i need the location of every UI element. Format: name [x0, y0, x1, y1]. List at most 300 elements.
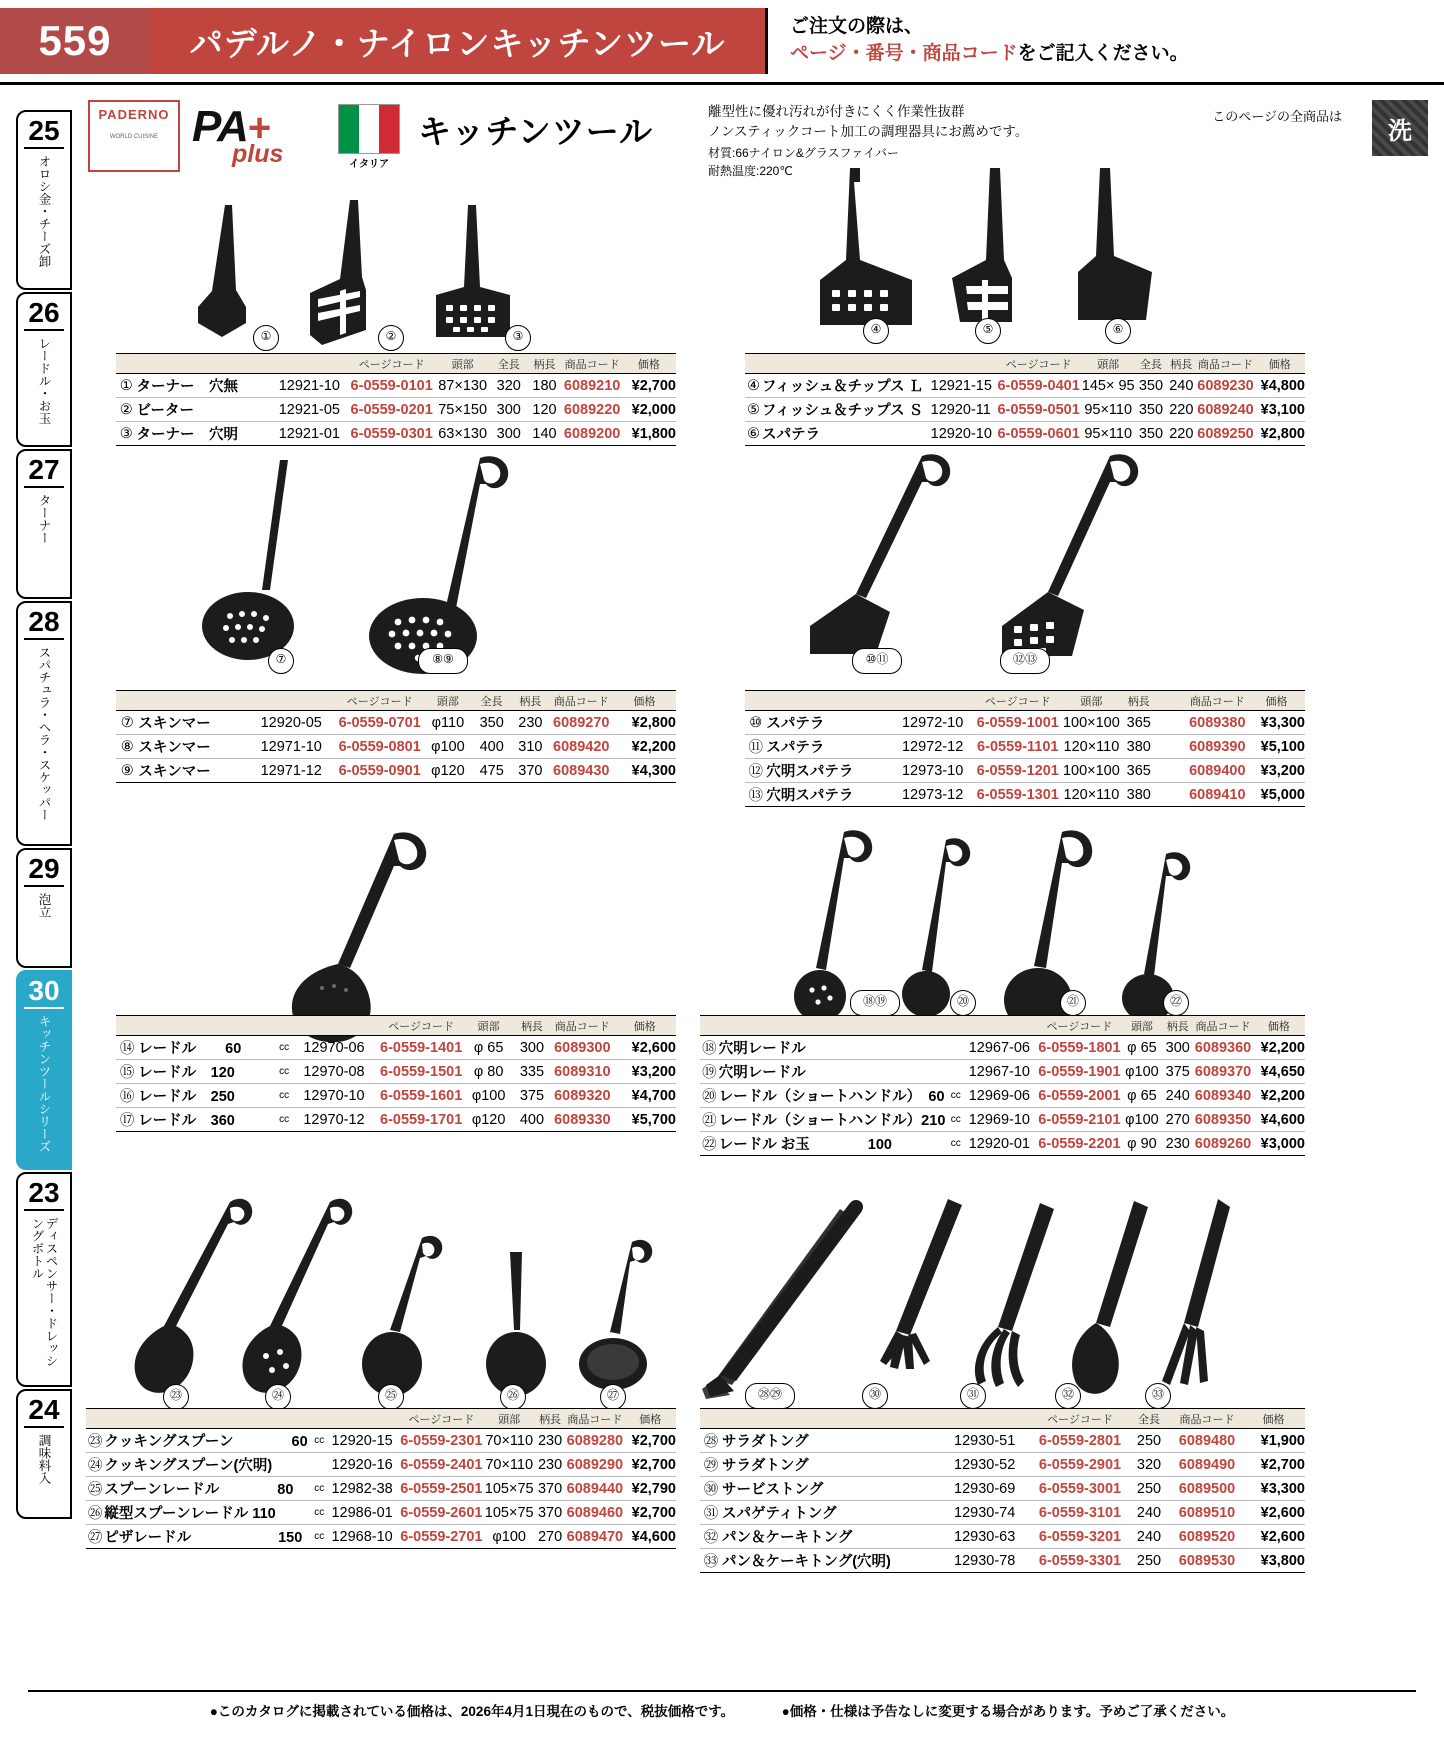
- row-unit: cc: [279, 1036, 303, 1060]
- sidebar-tab-23[interactable]: [16, 1172, 72, 1387]
- row-model: 12920-01: [969, 1132, 1038, 1156]
- row-price: ¥3,200: [614, 1060, 676, 1084]
- col-head: 頭部: [1122, 1016, 1163, 1036]
- row-unit: [951, 1060, 969, 1084]
- table-row[interactable]: [700, 1525, 1305, 1549]
- row-item-code: 6089420: [550, 735, 613, 759]
- col-page-code: ページコード: [336, 691, 424, 711]
- row-total: 300: [491, 398, 527, 422]
- row-item-code: 6089530: [1172, 1549, 1242, 1573]
- row-item-code: 6089470: [565, 1525, 624, 1549]
- row-handle: [1155, 783, 1186, 807]
- table-row[interactable]: [700, 1429, 1305, 1453]
- figure-callout-30: ㉚: [862, 1383, 888, 1409]
- row-unit: [951, 1036, 969, 1060]
- col-price: 価格: [613, 691, 676, 711]
- row-no: ㉚: [700, 1477, 722, 1501]
- paderno-logo-text: PADERNO: [98, 107, 170, 122]
- row-handle: 220: [1166, 398, 1196, 422]
- table-row[interactable]: [116, 735, 676, 759]
- row-total: 365: [1122, 759, 1155, 783]
- row-total: 380: [1122, 735, 1155, 759]
- row-item-code: 6089210: [562, 374, 621, 398]
- row-head: φ 65: [1122, 1036, 1163, 1060]
- table-row[interactable]: [700, 1084, 1305, 1108]
- row-head: φ 65: [464, 1036, 512, 1060]
- table-header-row: [700, 1409, 1305, 1429]
- order-note-line1: ご注文の際は、: [790, 16, 924, 38]
- col-head: 頭部: [423, 691, 472, 711]
- row-page-code: 6-0559-2201: [1037, 1132, 1121, 1156]
- table-row[interactable]: [745, 783, 1305, 807]
- tab-label: レードル・お玉: [37, 337, 51, 425]
- sidebar-tab-27[interactable]: [16, 449, 72, 599]
- row-total: 270: [1162, 1108, 1193, 1132]
- row-item-code: 6089260: [1193, 1132, 1253, 1156]
- col-head: 頭部: [434, 354, 491, 374]
- figure-callout-7: ⑦: [268, 648, 294, 674]
- row-model: 12982-38: [331, 1477, 399, 1501]
- row-name: スパテラ: [766, 735, 902, 759]
- row-model: 12921-01: [279, 422, 349, 446]
- row-name: スパゲティトング: [722, 1501, 954, 1525]
- table-row[interactable]: [116, 759, 676, 783]
- row-head: φ100: [1122, 1108, 1163, 1132]
- row-no: ㉕: [86, 1477, 104, 1501]
- row-name: スプーンレードル 80: [104, 1477, 314, 1501]
- row-head: φ120: [464, 1108, 512, 1132]
- row-unit: cc: [314, 1429, 331, 1453]
- row-price: ¥2,800: [613, 711, 676, 735]
- table-row[interactable]: [116, 1060, 676, 1084]
- table-row[interactable]: [745, 711, 1305, 735]
- row-model: 12921-10: [279, 374, 349, 398]
- row-total: 250: [1126, 1477, 1172, 1501]
- row-price: ¥5,100: [1248, 735, 1305, 759]
- row-no: ⑲: [700, 1060, 719, 1084]
- tab-label: ディスペンサー・ドレッシングボトル: [30, 1217, 58, 1368]
- figure-callout-4: ④: [863, 318, 889, 344]
- row-page-code: 6-0559-3101: [1034, 1501, 1126, 1525]
- row-no: ⑰: [116, 1108, 138, 1132]
- row-price: ¥1,900: [1242, 1429, 1305, 1453]
- row-item-code: 6089380: [1187, 711, 1249, 735]
- row-total: 240: [1126, 1525, 1172, 1549]
- table-row[interactable]: [86, 1477, 676, 1501]
- row-page-code: 6-0559-2301: [399, 1429, 483, 1453]
- row-page-code: 6-0559-0401: [997, 374, 1081, 398]
- row-unit: cc: [279, 1108, 303, 1132]
- row-no: ㉜: [700, 1525, 722, 1549]
- row-name: 穴明スパテラ: [766, 783, 902, 807]
- col-head: 頭部: [464, 1016, 512, 1036]
- row-total: 270: [535, 1525, 565, 1549]
- row-no: ⑭: [116, 1036, 138, 1060]
- table-row[interactable]: [745, 374, 1305, 398]
- figure-callout-18-19: ⑱⑲: [850, 990, 900, 1016]
- row-item-code: 6089310: [551, 1060, 613, 1084]
- tab-label: キッチンツールシリーズ: [37, 1015, 51, 1153]
- tab-label: ターナー: [37, 494, 51, 545]
- table-row[interactable]: [700, 1549, 1305, 1573]
- row-price: ¥2,200: [1253, 1036, 1305, 1060]
- row-item-code: 6089410: [1187, 783, 1249, 807]
- col-price: 価格: [614, 1016, 676, 1036]
- row-head: 100×100: [1061, 711, 1123, 735]
- row-page-code: 6-0559-2101: [1037, 1108, 1121, 1132]
- tab-number: 28: [24, 607, 64, 640]
- page-title: パデルノ・ナイロンキッチンツール: [189, 24, 726, 62]
- spec-table-6: [700, 1015, 1305, 1156]
- page-header: [0, 0, 1444, 84]
- sidebar-tab-28[interactable]: [16, 601, 72, 846]
- row-handle: 240: [1166, 374, 1196, 398]
- row-price: ¥4,600: [1253, 1108, 1305, 1132]
- row-model: 12970-12: [303, 1108, 378, 1132]
- figure-callout-25: ㉕: [378, 1384, 404, 1410]
- row-item-code: 6089200: [562, 422, 621, 446]
- row-page-code: 6-0559-1101: [975, 735, 1061, 759]
- row-total: 320: [1126, 1453, 1172, 1477]
- row-price: ¥2,600: [1242, 1501, 1305, 1525]
- row-model: 12967-06: [969, 1036, 1038, 1060]
- table-header-row: [745, 354, 1305, 374]
- row-no: ㉔: [86, 1453, 104, 1477]
- row-page-code: 6-0559-3201: [1034, 1525, 1126, 1549]
- row-head: φ120: [423, 759, 472, 783]
- col-handle: 柄長: [1122, 691, 1155, 711]
- row-no: ㉛: [700, 1501, 722, 1525]
- table-row[interactable]: [745, 735, 1305, 759]
- spec-table-1: [116, 353, 676, 446]
- footer-note-right: ●価格・仕様は予告なしに変更する場合があります。予めご了承ください。: [781, 1704, 1235, 1719]
- col-price: 価格: [625, 1409, 676, 1429]
- table-header-row: [700, 1016, 1305, 1036]
- sidebar-tab-26[interactable]: [16, 292, 72, 447]
- row-name: スキンマー: [138, 711, 260, 735]
- row-price: ¥3,100: [1255, 398, 1306, 422]
- row-no: ⑯: [116, 1084, 138, 1108]
- row-total: 370: [535, 1477, 565, 1501]
- row-model: 12969-10: [969, 1108, 1038, 1132]
- table-header-row: [116, 1016, 676, 1036]
- table-row[interactable]: [700, 1108, 1305, 1132]
- row-head: 120×110: [1061, 735, 1123, 759]
- table-row[interactable]: [116, 398, 676, 422]
- pa-plus-pa: PA: [192, 102, 248, 151]
- row-total: 375: [513, 1084, 551, 1108]
- row-price: ¥2,800: [1255, 422, 1306, 446]
- col-item-code: 商品コード: [1187, 691, 1249, 711]
- italy-flag-label: イタリア: [349, 159, 389, 170]
- sidebar-tab-29[interactable]: [16, 848, 72, 968]
- table-row[interactable]: [700, 1060, 1305, 1084]
- figure-group-skimmer: [180, 440, 660, 680]
- col-price: 価格: [1248, 691, 1305, 711]
- italy-flag-icon: [338, 104, 400, 154]
- table-row[interactable]: [86, 1525, 676, 1549]
- col-handle: 柄長: [513, 1016, 551, 1036]
- row-no: ⑫: [745, 759, 766, 783]
- row-name: レードル（ショートハンドル）210: [719, 1108, 951, 1132]
- row-name: スパテラ: [762, 422, 931, 446]
- col-item-code: 商品コード: [1172, 1409, 1242, 1429]
- row-total: 335: [513, 1060, 551, 1084]
- table-row[interactable]: [700, 1477, 1305, 1501]
- row-handle: [1155, 735, 1186, 759]
- row-head: 87×130: [434, 374, 491, 398]
- table-row[interactable]: [86, 1501, 676, 1525]
- row-item-code: 6089400: [1187, 759, 1249, 783]
- figure-callout-5: ⑤: [975, 318, 1001, 344]
- row-head: 105×75: [483, 1477, 534, 1501]
- row-total: 475: [472, 759, 511, 783]
- row-price: ¥2,000: [622, 398, 676, 422]
- row-price: ¥3,300: [1248, 711, 1305, 735]
- row-page-code: 6-0559-1301: [975, 783, 1061, 807]
- row-model: 12920-15: [331, 1429, 399, 1453]
- tab-label: 調味料入: [37, 1434, 51, 1485]
- row-handle: 370: [511, 759, 550, 783]
- table-row[interactable]: [116, 711, 676, 735]
- row-total: 400: [472, 735, 511, 759]
- row-item-code: 6089500: [1172, 1477, 1242, 1501]
- figure-callout-32: ㉜: [1055, 1383, 1081, 1409]
- row-name: クッキングスプーン(穴明): [104, 1453, 314, 1477]
- row-model: 12920-10: [931, 422, 997, 446]
- row-page-code: 6-0559-1801: [1037, 1036, 1121, 1060]
- row-price: ¥2,700: [625, 1453, 676, 1477]
- row-no: ⑳: [700, 1084, 719, 1108]
- tab-label: オロシ金・チーズ卸: [37, 155, 51, 268]
- row-no: ④: [745, 374, 762, 398]
- row-no: ⑪: [745, 735, 766, 759]
- row-item-code: 6089430: [550, 759, 613, 783]
- row-no: ⑮: [116, 1060, 138, 1084]
- col-total: 全長: [491, 354, 527, 374]
- row-model: 12930-74: [954, 1501, 1034, 1525]
- col-item-code: 商品コード: [1196, 354, 1254, 374]
- table-row[interactable]: [116, 1084, 676, 1108]
- row-head: 105×75: [483, 1501, 534, 1525]
- col-page-code: ページコード: [1034, 1409, 1126, 1429]
- row-no: ㉘: [700, 1429, 722, 1453]
- row-page-code: 6-0559-0501: [997, 398, 1081, 422]
- row-name: フィッシュ＆チップス Ｓ: [762, 398, 931, 422]
- row-handle: 310: [511, 735, 550, 759]
- row-model: 12973-10: [902, 759, 975, 783]
- row-price: ¥4,300: [613, 759, 676, 783]
- sidebar-tab-30[interactable]: [16, 970, 72, 1170]
- figure-callout-26: ㉖: [500, 1384, 526, 1410]
- row-page-code: 6-0559-1001: [975, 711, 1061, 735]
- col-page-code: ページコード: [997, 354, 1081, 374]
- row-item-code: 6089480: [1172, 1429, 1242, 1453]
- row-price: ¥2,600: [1242, 1525, 1305, 1549]
- row-unit: cc: [951, 1108, 969, 1132]
- table-row[interactable]: [86, 1429, 676, 1453]
- row-price: ¥2,700: [622, 374, 676, 398]
- row-head: φ100: [464, 1084, 512, 1108]
- table-row[interactable]: [700, 1501, 1305, 1525]
- row-item-code: 6089490: [1172, 1453, 1242, 1477]
- row-price: ¥3,200: [1248, 759, 1305, 783]
- table-row[interactable]: [116, 1108, 676, 1132]
- row-total: 350: [1136, 422, 1166, 446]
- spec-table-3: [116, 690, 676, 783]
- figure-callout-31: ㉛: [960, 1383, 986, 1409]
- row-total: 240: [1162, 1084, 1193, 1108]
- col-handle: 柄長: [511, 691, 550, 711]
- row-unit: cc: [951, 1084, 969, 1108]
- row-name: 穴明スパテラ: [766, 759, 902, 783]
- row-item-code: 6089250: [1196, 422, 1254, 446]
- row-unit: cc: [314, 1525, 331, 1549]
- row-head: 95×110: [1081, 422, 1136, 446]
- row-page-code: 6-0559-0101: [349, 374, 434, 398]
- table-header-row: [116, 691, 676, 711]
- table-row[interactable]: [700, 1453, 1305, 1477]
- row-price: ¥4,700: [614, 1084, 676, 1108]
- row-page-code: 6-0559-1901: [1037, 1060, 1121, 1084]
- row-name: レードル 360: [138, 1108, 279, 1132]
- header-divider: [0, 82, 1444, 85]
- row-no: ⑱: [700, 1036, 719, 1060]
- sidebar-tab-24[interactable]: [16, 1389, 72, 1519]
- figure-callout-12-13: ⑫⑬: [1000, 648, 1050, 674]
- col-page-code: ページコード: [349, 354, 434, 374]
- row-no: ㉑: [700, 1108, 719, 1132]
- row-price: ¥2,790: [625, 1477, 676, 1501]
- row-total: 240: [1126, 1501, 1172, 1525]
- col-price: 価格: [1253, 1016, 1305, 1036]
- paderno-logo-sub: WORLD CUISINE: [109, 134, 159, 140]
- row-model: 12969-06: [969, 1084, 1038, 1108]
- desc-line-1: 離型性に優れ汚れが付きにくく作業性抜群: [708, 104, 965, 119]
- row-item-code: 6089220: [562, 398, 621, 422]
- row-page-code: 6-0559-2401: [399, 1453, 483, 1477]
- row-item-code: 6089300: [551, 1036, 613, 1060]
- col-total: 全長: [1136, 354, 1166, 374]
- table-header-row: [116, 354, 676, 374]
- row-no: ⑤: [745, 398, 762, 422]
- tab-label: 泡立: [37, 893, 51, 919]
- row-model: 12930-78: [954, 1549, 1034, 1573]
- row-page-code: 6-0559-0301: [349, 422, 434, 446]
- row-item-code: 6089370: [1193, 1060, 1253, 1084]
- row-item-code: 6089290: [565, 1453, 624, 1477]
- table-row[interactable]: [116, 1036, 676, 1060]
- row-no: ⑦: [116, 711, 138, 735]
- spec-table-7: [86, 1408, 676, 1549]
- spec-table-5: [116, 1015, 676, 1132]
- table-row[interactable]: [700, 1132, 1305, 1156]
- table-row[interactable]: [745, 398, 1305, 422]
- row-handle: 230: [511, 711, 550, 735]
- row-no: ㉓: [86, 1429, 104, 1453]
- row-name: ビーター: [137, 398, 279, 422]
- figure-callout-3: ③: [505, 325, 531, 351]
- pa-plus-word: plus: [232, 140, 284, 168]
- row-item-code: 6089240: [1196, 398, 1254, 422]
- pa-plus-mark: +: [247, 106, 272, 150]
- table-row[interactable]: [700, 1036, 1305, 1060]
- row-name: ターナー 穴明: [137, 422, 279, 446]
- sidebar-tab-25[interactable]: [16, 110, 72, 290]
- row-price: ¥4,600: [625, 1525, 676, 1549]
- tab-number: 27: [24, 455, 64, 488]
- row-total: 230: [535, 1429, 565, 1453]
- row-model: 12920-11: [931, 398, 997, 422]
- row-head: φ 90: [1122, 1132, 1163, 1156]
- row-total: 230: [1162, 1132, 1193, 1156]
- row-page-code: 6-0559-2001: [1037, 1084, 1121, 1108]
- figure-group-spatula: [790, 440, 1220, 680]
- row-page-code: 6-0559-1501: [378, 1060, 465, 1084]
- row-no: ㉒: [700, 1132, 719, 1156]
- table-row[interactable]: [745, 759, 1305, 783]
- order-note: [765, 8, 1444, 74]
- row-item-code: 6089280: [565, 1429, 624, 1453]
- figure-callout-21: ㉑: [1060, 990, 1086, 1016]
- row-name: スキンマー: [138, 735, 260, 759]
- row-price: ¥3,000: [1253, 1132, 1305, 1156]
- figure-callout-33: ㉝: [1145, 1383, 1171, 1409]
- row-page-code: 6-0559-2501: [399, 1477, 483, 1501]
- col-handle: 柄長: [535, 1409, 565, 1429]
- figure-callout-10-11: ⑩⑪: [852, 648, 902, 674]
- row-head: φ 80: [464, 1060, 512, 1084]
- row-unit: cc: [279, 1084, 303, 1108]
- col-page-code: ページコード: [1037, 1016, 1121, 1036]
- col-price: 価格: [1255, 354, 1306, 374]
- table-row[interactable]: [86, 1453, 676, 1477]
- row-head: 100×100: [1061, 759, 1123, 783]
- figure-callout-20: ⑳: [950, 990, 976, 1016]
- row-page-code: 6-0559-1601: [378, 1084, 465, 1108]
- col-head: 頭部: [483, 1409, 534, 1429]
- row-model: 12970-08: [303, 1060, 378, 1084]
- row-head: φ100: [1122, 1060, 1163, 1084]
- desc-line-2: ノンスティックコート加工の調理器具にお薦めです。: [708, 123, 1029, 139]
- row-page-code: 6-0559-1701: [378, 1108, 465, 1132]
- figure-callout-24: ㉔: [265, 1384, 291, 1410]
- all-items-label: このページの全商品は: [1212, 109, 1342, 124]
- row-total: 300: [491, 422, 527, 446]
- row-name: フィッシュ＆チップス Ｌ: [762, 374, 931, 398]
- row-model: 12921-15: [931, 374, 997, 398]
- row-unit: cc: [314, 1501, 331, 1525]
- row-total: 375: [1162, 1060, 1193, 1084]
- row-model: 12930-69: [954, 1477, 1034, 1501]
- row-no: ㉗: [86, 1525, 104, 1549]
- spec-table-8: [700, 1408, 1305, 1573]
- figure-callout-27: ㉗: [600, 1384, 626, 1410]
- table-row[interactable]: [116, 374, 676, 398]
- row-total: 300: [1162, 1036, 1193, 1060]
- row-model: 12930-52: [954, 1453, 1034, 1477]
- table-header-row: [86, 1409, 676, 1429]
- row-no: ⑧: [116, 735, 138, 759]
- row-head: 70×110: [483, 1453, 534, 1477]
- row-price: ¥2,200: [613, 735, 676, 759]
- desc-line-4: 耐熱温度:220℃: [708, 163, 793, 178]
- dishwasher-safe-icon: 洗: [1372, 100, 1428, 156]
- row-total: 320: [491, 374, 527, 398]
- row-head: 95×110: [1081, 398, 1136, 422]
- paderno-logo: [88, 100, 180, 172]
- row-unit: cc: [314, 1477, 331, 1501]
